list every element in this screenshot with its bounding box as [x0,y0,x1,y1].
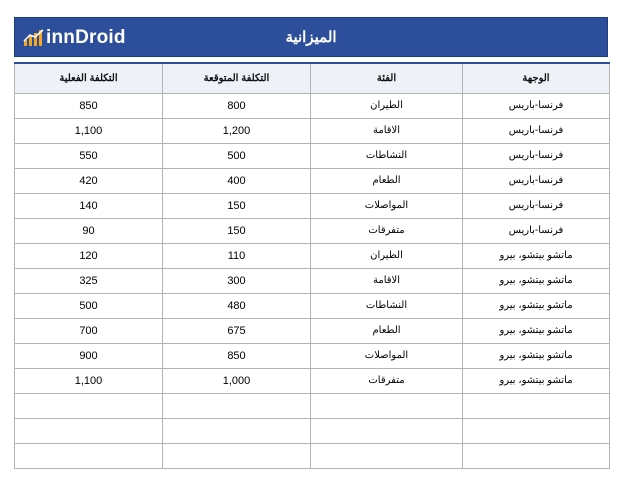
cell-actual-cost[interactable]: 850 [15,93,163,118]
cell-actual-cost[interactable]: 1,100 [15,118,163,143]
cell-destination[interactable] [463,418,610,443]
cell-category[interactable]: النشاطات [311,143,463,168]
cell-expected-cost[interactable] [163,443,311,468]
cell-expected-cost[interactable]: 850 [163,343,311,368]
column-header-expected-cost[interactable]: التكلفة المتوقعة [163,63,311,93]
table-row [15,343,610,368]
cell-category[interactable] [311,418,463,443]
cell-actual-cost[interactable]: 140 [15,193,163,218]
cell-destination[interactable]: ماتشو بيتشو، بيرو [463,293,610,318]
table-row [15,418,610,443]
cell-expected-cost[interactable]: 675 [163,318,311,343]
cell-category[interactable]: الطيران [311,93,463,118]
cell-expected-cost[interactable] [163,418,311,443]
cell-destination[interactable]: فرنسا-باريس [463,118,610,143]
cell-destination[interactable]: ماتشو بيتشو، بيرو [463,318,610,343]
cell-destination[interactable]: فرنسا-باريس [463,193,610,218]
table-row [15,393,610,418]
column-header-destination[interactable]: الوجهة [463,63,610,93]
cell-actual-cost[interactable]: 550 [15,143,163,168]
cell-category[interactable]: الاقامة [311,268,463,293]
cell-category[interactable]: الطيران [311,243,463,268]
cell-actual-cost[interactable]: 900 [15,343,163,368]
cell-actual-cost[interactable]: 500 [15,293,163,318]
logo-text: innDroid [46,27,126,48]
table-row [15,243,610,268]
cell-expected-cost[interactable]: 110 [163,243,311,268]
cell-destination[interactable]: فرنسا-باريس [463,143,610,168]
cell-expected-cost[interactable]: 150 [163,193,311,218]
cell-category[interactable] [311,393,463,418]
table-row [15,118,610,143]
cell-destination[interactable]: فرنسا-باريس [463,168,610,193]
table-row [15,168,610,193]
cell-expected-cost[interactable]: 300 [163,268,311,293]
cell-destination[interactable]: فرنسا-باريس [463,93,610,118]
cell-expected-cost[interactable]: 1,200 [163,118,311,143]
cell-expected-cost[interactable]: 400 [163,168,311,193]
table-row [15,443,610,468]
cell-expected-cost[interactable] [163,393,311,418]
cell-actual-cost[interactable]: 90 [15,218,163,243]
column-header-actual-cost[interactable]: التكلفة الفعلية [15,63,163,93]
cell-category[interactable]: متفرقات [311,218,463,243]
cell-destination[interactable]: ماتشو بيتشو، بيرو [463,368,610,393]
column-header-category[interactable]: الفئة [311,63,463,93]
table-row [15,293,610,318]
cell-actual-cost[interactable]: 325 [15,268,163,293]
cell-expected-cost[interactable]: 800 [163,93,311,118]
cell-actual-cost[interactable]: 1,100 [15,368,163,393]
cell-category[interactable]: النشاطات [311,293,463,318]
table-row [15,218,610,243]
cell-category[interactable]: الطعام [311,168,463,193]
table-body [15,93,610,468]
cell-category[interactable] [311,443,463,468]
cell-actual-cost[interactable] [15,393,163,418]
cell-category[interactable]: الطعام [311,318,463,343]
table-row [15,318,610,343]
cell-expected-cost[interactable]: 500 [163,143,311,168]
cell-category[interactable]: المواصلات [311,193,463,218]
cell-actual-cost[interactable]: 420 [15,168,163,193]
cell-actual-cost[interactable] [15,443,163,468]
cell-expected-cost[interactable]: 1,000 [163,368,311,393]
table-row [15,143,610,168]
cell-destination[interactable]: فرنسا-باريس [463,218,610,243]
page-title: الميزانية [285,29,337,46]
cell-category[interactable]: متفرقات [311,368,463,393]
table-header-row [15,63,610,93]
table-row [15,193,610,218]
cell-destination[interactable] [463,393,610,418]
cell-destination[interactable]: ماتشو بيتشو، بيرو [463,243,610,268]
cell-destination[interactable]: ماتشو بيتشو، بيرو [463,268,610,293]
cell-actual-cost[interactable]: 700 [15,318,163,343]
table-row [15,93,610,118]
cell-category[interactable]: الاقامة [311,118,463,143]
cell-expected-cost[interactable]: 480 [163,293,311,318]
cell-category[interactable]: المواصلات [311,343,463,368]
table-row [15,368,610,393]
budget-table [14,62,610,469]
cell-destination[interactable] [463,443,610,468]
cell-actual-cost[interactable]: 120 [15,243,163,268]
cell-expected-cost[interactable]: 150 [163,218,311,243]
cell-actual-cost[interactable] [15,418,163,443]
table-row [15,268,610,293]
header-bar [14,17,608,57]
cell-destination[interactable]: ماتشو بيتشو، بيرو [463,343,610,368]
